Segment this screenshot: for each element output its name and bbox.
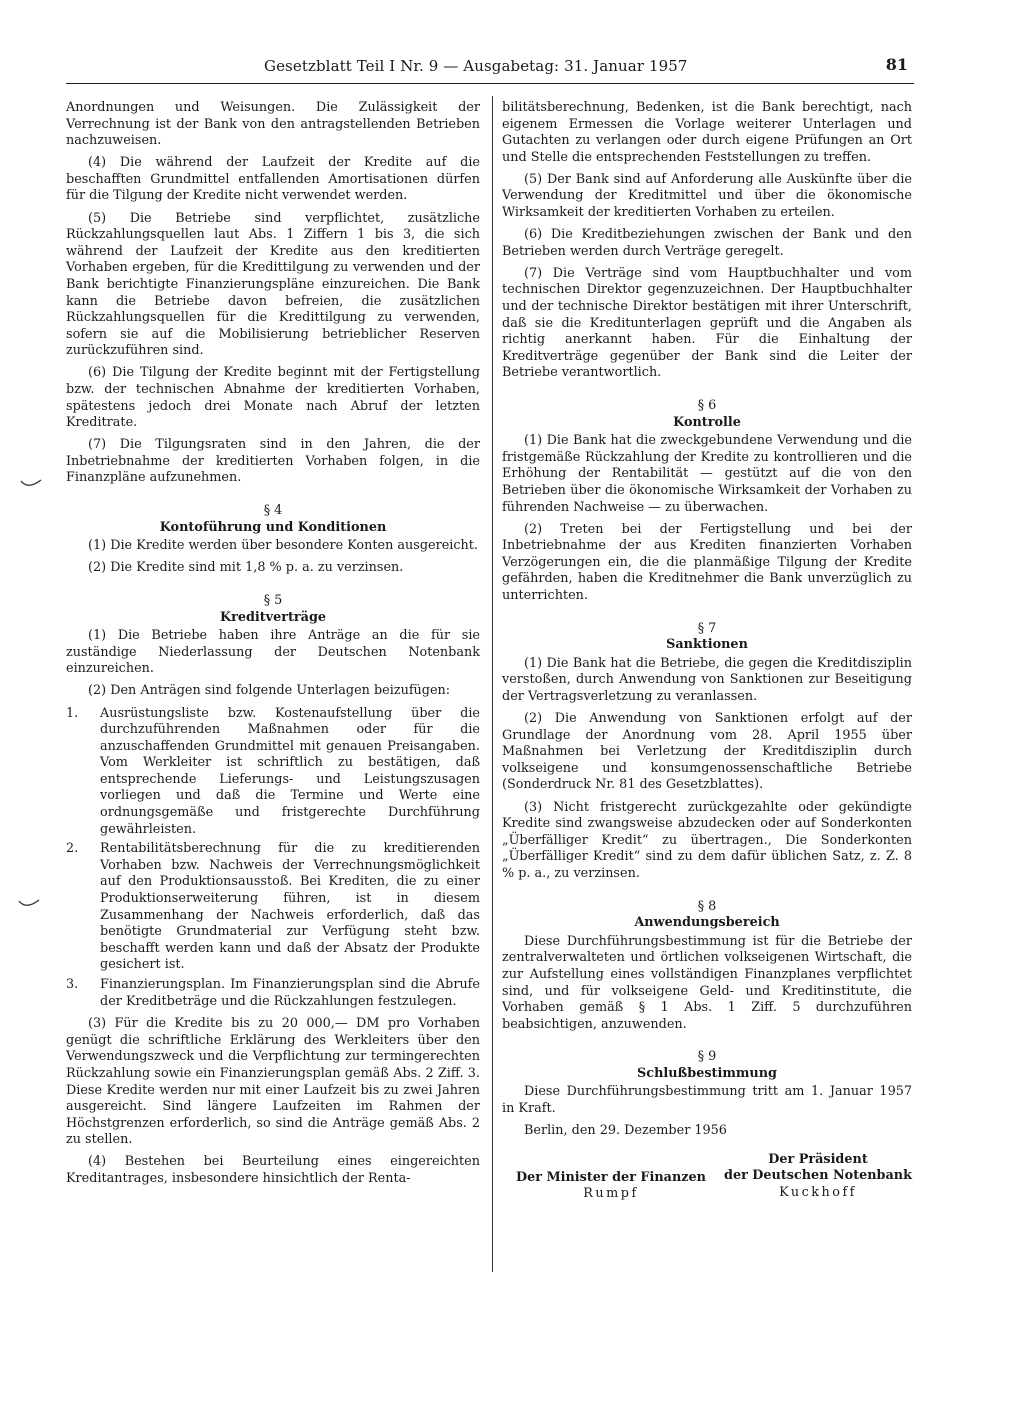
paragraph: (4) Bestehen bei Beurteilung eines eingereichten Kreditantrages, insbesondere hinsichtlich der Renta- (66, 1154, 480, 1187)
paragraph: (4) Die während der Laufzeit der Kredite auf die beschafften Grundmittel entfallenden Amortisationen dürfen für die Tilgung der Kredite nicht verwendet werden. (66, 155, 480, 204)
running-title: Gesetzblatt Teil I Nr. 9 — Ausgabetag: 31. Januar 1957 (264, 57, 688, 75)
paragraph: Anordnungen und Weisungen. Die Zulässigkeit der Verrechnung ist der Bank von den antragstellenden Betrieben nachzuweisen. (66, 100, 480, 149)
place-date: Berlin, den 29. Dezember 1956 (524, 1123, 727, 1139)
paragraph: (1) Die Betriebe haben ihre Anträge an die für sie zuständige Niederlassung der Deutschen Notenbank einzureichen. (66, 628, 480, 677)
list-item-text: Ausrüstungsliste bzw. Kostenaufstellung über die durchzuführenden Maßnahmen oder für die anzuschaffenden Grundmittel mit genauen Preisangaben. Vom Werkleiter ist schriftlich zu bestätigen, daß entsprechende Lieferungs- und Leistungszusagen vorliegen und daß die Termine und Werte eine ordnungsgemäße und fristgerechte Durchführung gewährleisten. (100, 705, 480, 837)
section-title: Anwendungsbereich (634, 915, 780, 931)
margin-mark (20, 478, 42, 488)
list-item (66, 841, 480, 974)
paragraph: (2) Die Kredite sind mit 1,8 % p. a. zu verzinsen. (88, 560, 404, 576)
signature-name: Rumpf (583, 1186, 639, 1202)
signature-title: Der Minister der Finanzen (516, 1169, 706, 1185)
page-number: 81 (885, 55, 908, 74)
signature-finance-minister (506, 1170, 716, 1203)
left-column (66, 100, 480, 1193)
section-title: Kreditverträge (219, 609, 327, 625)
paragraph: (7) Die Tilgungsraten sind in den Jahren, die der Inbetriebnahme der kreditierten Vorhaben folgen, in die Finanzpläne aufzunehmen. (66, 437, 480, 486)
paragraph: (5) Der Bank sind auf Anforderung alle Auskünfte über die Verwendung der Kreditmittel und über die ökonomische Wirksamkeit der kreditierten Vorhaben zu erteilen. (502, 171, 912, 221)
list-item (66, 977, 480, 1010)
list-item-number: 1. (66, 705, 79, 721)
list-item-number: 3. (66, 977, 79, 992)
paragraph: (5) Die Betriebe sind verpflichtet, zusätzliche Rückzahlungsquellen laut Abs. 1 Ziffern 1 bis 3, die sich während der Laufzeit der Kredite aus den kreditierten Vorhaben ergeben, für die Kredittilgung zu verwenden und der Bank berichtigte Finanzierungspläne einzureichen. Die Bank kann die Betriebe davon befreien, die zusätzlichen Rückzahlungsquellen für die Kredittilgung zu verwenden, sofern sie auf die Mobilisierung betrieblicher Reserven zurückzuführen sind. (66, 210, 480, 359)
paragraph: (2) Treten bei der Fertigstellung und bei der Inbetriebnahme der aus Krediten finanzierten Vorhaben Verzögerungen ein, die die planmäßige Tilgung der Kredite gefährden, haben die Kreditnehmer die Bank unverzüglich zu unterrichten. (502, 521, 912, 604)
paragraph: (3) Für die Kredite bis zu 20 000,— DM pro Vorhaben genügt die schriftliche Erklärung des Werkleiters über den Verwendungszweck und die Verpflichtung zur termingerechten Rückzahlung sowie ein Finanzierungsplan gemäß Abs. 2 Ziff. 3. Diese Kredite werden nur mit einer Laufzeit bis zu zwei Jahren ausgereicht. Sind längere Laufzeiten im Rahmen der Höchstgrenzen erforderlich, so sind die Anträge gemäß Abs. 2 zu stellen. (66, 1016, 480, 1148)
paragraph: (2) Den Anträgen sind folgende Unterlagen beizufügen: (88, 683, 451, 699)
list-item-number: 2. (66, 841, 79, 857)
paragraph: bilitätsberechnung, Bedenken, ist die Bank berechtigt, nach eigenem Ermessen die Vorlage weiterer Unterlagen und Gutachten zu verlangen oder durch eigene Prüfungen an Ort und Stelle die entsprechenden Feststellungen zu treffen. (502, 100, 912, 165)
paragraph: (7) Die Verträge sind vom Hauptbuchhalter und vom technischen Direktor gegenzuzeichnen. Der Hauptbuchhalter und der technische Direktor bestätigen mit ihrer Unterschrift, daß sie die Kreditunterlagen geprüft und die Angaben als richtig anerkannt haben. Für die Einhaltung der Kreditverträge gegenüber der Bank sind die Leiter der Betriebe verantwortlich. (502, 265, 912, 381)
signature-title: Der Präsident (768, 1151, 868, 1167)
paragraph: (1) Die Bank hat die Betriebe, die gegen die Kreditdisziplin verstoßen, durch Anwendung von Sanktionen zur Beseitigung der Vertragsverletzung zu veranlassen. (502, 655, 912, 704)
section-number: § 7 (697, 620, 717, 636)
paragraph: (2) Die Anwendung von Sanktionen erfolgt auf der Grundlage der Anordnung vom 28. April 1955 über Maßnahmen bei Verletzung der Kreditdisziplin durch volkseigene und konsumgenossenschaftliche Betriebe (Sonderdruck Nr. 81 des Gesetzblattes). (502, 711, 912, 793)
paragraph: (3) Nicht fristgerecht zurückgezahlte oder gekündigte Kredite sind zwangsweise abzudecken oder auf Sonderkonten „Überfälliger Kredit“ zu übertragen., Die Sonderkonten „Überfälliger Kredit“ sind zu dem dafür üblichen Satz, z. Z. 8 % p. a., zu verzinsen. (502, 799, 912, 881)
paragraph: (6) Die Tilgung der Kredite beginnt mit der Fertigstellung bzw. der technischen Abnahme der kreditierten Vorhaben, spätestens jedoch drei Monate nach Abruf der letzten Kreditrate. (66, 365, 480, 431)
paragraph: (1) Die Kredite werden über besondere Konten ausgereicht. (88, 538, 479, 554)
paragraph: (6) Die Kreditbeziehungen zwischen der Bank und den Betrieben werden durch Verträge geregelt. (502, 227, 912, 259)
section-title: Sanktionen (666, 637, 748, 653)
section-number: § 6 (697, 398, 717, 413)
section-title: Schlußbestimmung (637, 1065, 777, 1081)
signature-notenbank-president (720, 1152, 916, 1202)
list-item-text: Rentabilitätsberechnung für die zu kreditierenden Vorhaben bzw. Nachweis der Verrechnungsmöglichkeit auf den Produktionsausstoß. Bei Krediten, die zu einer Produktionserweiterung führen, ist in diesem Zusammenhang der Nachweis erforderlich, daß das benötigte Grundmaterial zur Verfügung steht bzw. beschafft werden kann und daß der Absatz der Produkte gesichert ist. (100, 841, 480, 973)
list-item (66, 706, 480, 839)
section-title: Kontrolle (673, 414, 741, 430)
paragraph: Diese Durchführungsbestimmung ist für die Betriebe der zentralverwalteten und örtlichen volkseigenen Wirtschaft, die zur Aufstellung eines vollständigen Finanzplanes verpflichtet sind, und für volkseigene Geld- und Kreditinstitute, die Vorhaben gemäß § 1 Abs. 1 Ziff. 5 durchzuführen beabsichtigen, anzuwenden. (502, 933, 912, 1032)
section-number: § 8 (697, 898, 717, 914)
document-list (66, 706, 480, 1011)
right-column (502, 100, 912, 1220)
paragraph: (1) Die Bank hat die zweckgebundene Verwendung und die fristgemäße Rückzahlung der Kredite zu kontrollieren und die Erhöhung der Rentabilität — gestützt auf die von den Betrieben über die ökonomische Wirksamkeit der Vorhaben zu führenden Nachweise — zu überwachen. (502, 433, 912, 515)
signature-name: Kuckhoff (779, 1184, 857, 1200)
signature-title: der Deutschen Notenbank (724, 1168, 912, 1184)
paragraph: Diese Durchführungsbestimmung tritt am 1. Januar 1957 in Kraft. (502, 1084, 912, 1117)
page-header (66, 53, 914, 84)
column-divider (492, 96, 493, 1272)
section-number: § 4 (263, 503, 283, 519)
signature-block (502, 1150, 912, 1220)
margin-mark (18, 898, 40, 908)
section-title: Kontoführung und Konditionen (159, 519, 387, 535)
list-item-text: Finanzierungsplan. Im Finanzierungsplan sind die Abrufe der Kreditbeträge und die Rückzahlungen festzulegen. (100, 977, 480, 1009)
section-number: § 5 (263, 592, 283, 608)
section-number: § 9 (697, 1049, 717, 1065)
